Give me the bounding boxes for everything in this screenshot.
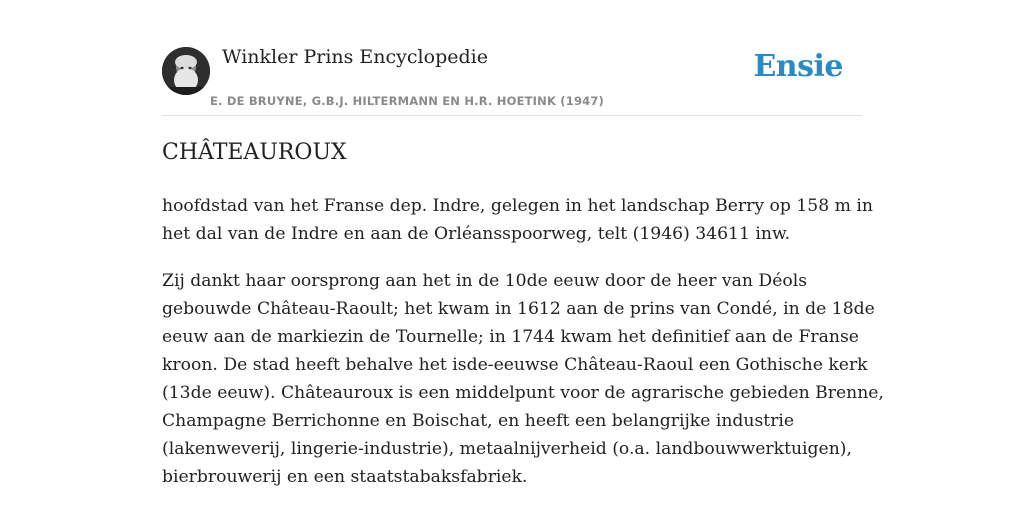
text-line: Zij dankt haar oorsprong aan het in de 10de eeuw door de heer van Déols xyxy=(162,271,808,291)
header xyxy=(162,44,862,116)
text-line: hoofdstad van het Franse dep. Indre, gelegen in het landschap Berry op 158 m in xyxy=(162,196,873,216)
article-title: CHÂTEAUROUX xyxy=(162,140,347,165)
author-avatar[interactable] xyxy=(162,47,210,95)
article-body xyxy=(162,192,884,510)
authors-credit: E. DE BRUYNE, G.B.J. HILTERMANN EN H.R. HOETINK (1947) xyxy=(210,94,605,108)
text-line: Champagne Berrichonne en Boischat, en heeft een belangrijke industrie xyxy=(162,411,795,431)
text-line: gebouwde Château-Raoult; het kwam in 1612 aan de prins van Condé, in de 18de xyxy=(162,299,875,319)
text-line: (13de eeuw). Châteauroux is een middelpunt voor de agrarische gebieden Brenne, xyxy=(162,383,884,403)
paragraph xyxy=(162,267,884,491)
brand-logo[interactable]: Ensie xyxy=(753,49,843,84)
site-title[interactable]: Winkler Prins Encyclopedie xyxy=(222,46,488,68)
header-divider xyxy=(162,115,862,116)
paragraph xyxy=(162,192,873,248)
author-portrait-image xyxy=(162,47,210,95)
text-line: het dal van de Indre en aan de Orléansspoorweg, telt (1946) 34611 inw. xyxy=(162,224,791,244)
text-line: eeuw aan de markiezin de Tournelle; in 1744 kwam het definitief aan de Franse xyxy=(162,327,859,347)
text-line: (lakenweverij, lingerie-industrie), metaalnijverheid (o.a. landbouwwerktuigen), xyxy=(162,439,852,459)
text-line: bierbrouwerij en een staatstabaksfabriek. xyxy=(162,467,528,487)
text-line: kroon. De stad heeft behalve het isde-eeuwse Château-Raoul een Gothische kerk xyxy=(162,355,868,375)
